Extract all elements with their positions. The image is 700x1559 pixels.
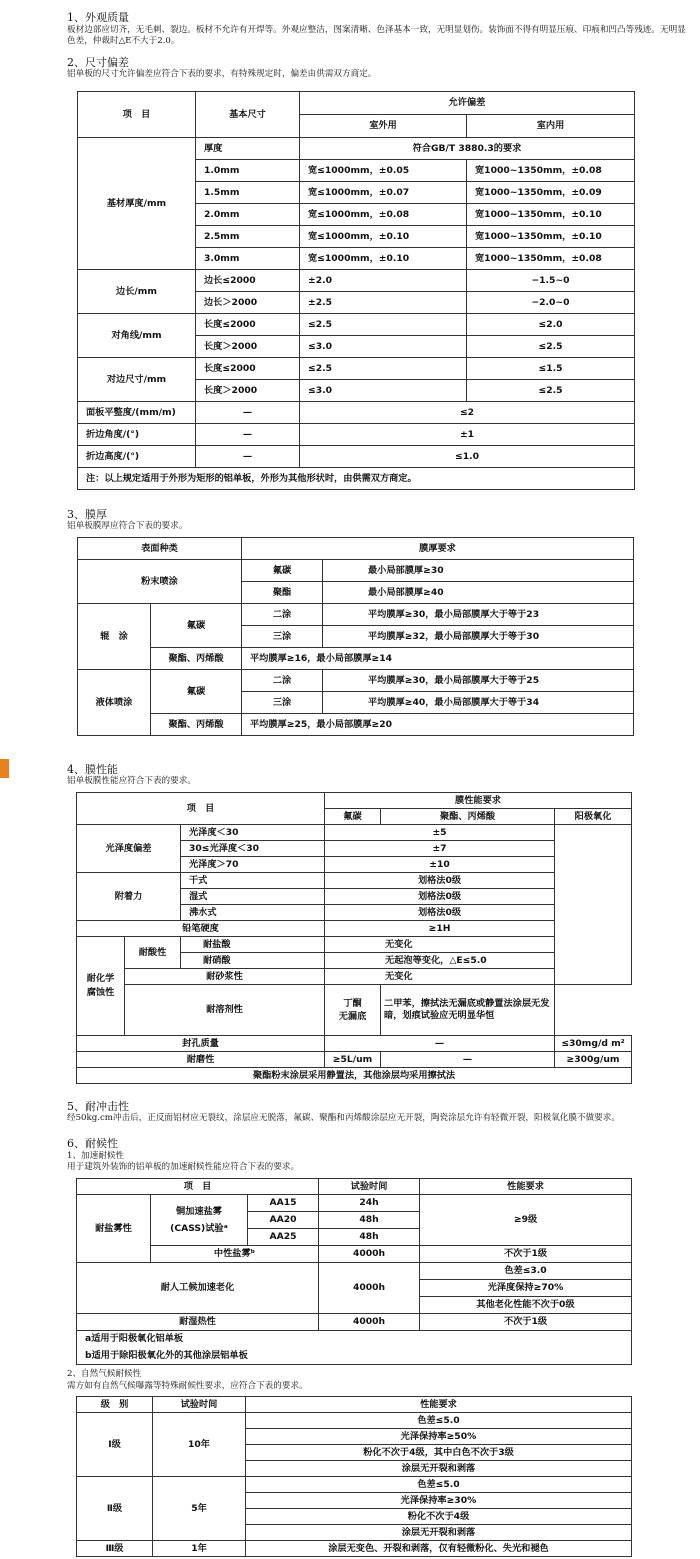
cell: 湿式 — [181, 889, 325, 905]
row-label-level-2: Ⅱ级 — [77, 1477, 153, 1541]
table-note: 聚酯粉末涂层采用静置法，其他涂层均采用擦拭法 — [77, 1068, 632, 1084]
section-6-title: 6、耐候性 — [67, 1137, 118, 1150]
cell: 1.0mm — [196, 160, 300, 182]
cell: 3.0mm — [196, 248, 300, 270]
th-perf-req: 性能要求 — [246, 1397, 632, 1413]
th-polyester-acrylic: 聚酯、丙烯酸 — [381, 809, 555, 825]
cell: AA25 — [248, 1229, 319, 1246]
cell: 2.5mm — [196, 226, 300, 248]
cell: 5年 — [153, 1477, 246, 1541]
section-1-title: 1、外观质量 — [67, 11, 129, 24]
row-label-solvent: 耐溶剂性 — [125, 985, 325, 1036]
th-test-time: 试验时间 — [319, 1179, 420, 1195]
cell: 平均膜厚≥30，最小局部膜厚大于等于23 — [323, 604, 634, 626]
cell: ≥300g/um — [555, 1052, 632, 1068]
cell: 光泽度保持≥70% — [420, 1280, 632, 1297]
cell: 宽≤1000mm，±0.07 — [300, 182, 467, 204]
cell: 4000h — [319, 1314, 420, 1331]
section-6-text2: 需方如有自然气候曝露等特殊耐候性要求，应符合下表的要求。 — [67, 1381, 308, 1391]
cell: 4000h — [319, 1263, 420, 1314]
cell: — — [381, 1052, 555, 1068]
section-6-sub2: 2、自然气候耐候性 — [67, 1369, 142, 1379]
cell: 光泽保持率≥30% — [246, 1493, 632, 1509]
cell: 其他老化性能不次于0级 — [420, 1297, 632, 1314]
cell: 光泽保持率≥50% — [246, 1429, 632, 1445]
th-film-req: 膜厚要求 — [242, 538, 634, 560]
section-4-title: 4、膜性能 — [67, 763, 118, 776]
th-anodized: 阳极氧化 — [555, 809, 632, 825]
cell: 平均膜厚≥32，最小局部膜厚大于等于30 — [323, 626, 634, 648]
cell: ≥5L/um — [325, 1052, 381, 1068]
cell: 最小局部膜厚≥40 — [323, 582, 634, 604]
cell: 氟碳 — [151, 604, 242, 648]
row-label-seal: 封孔质量 — [77, 1036, 325, 1052]
cell: 24h — [319, 1195, 420, 1212]
cell: 无变化 — [325, 969, 555, 985]
cell: 宽1000~1350mm，±0.09 — [467, 182, 635, 204]
cell: 无变化 — [325, 937, 555, 953]
th-item: 项 目 — [77, 1179, 319, 1195]
cell: 边长＞2000 — [196, 292, 300, 314]
row-label-gloss: 光泽度偏差 — [77, 825, 181, 873]
cell: 长度＞2000 — [196, 380, 300, 402]
cell: 厚度 — [196, 138, 300, 160]
row-label-side-length: 边长/mm — [78, 270, 196, 314]
cell: AA20 — [248, 1212, 319, 1229]
cell: 二甲苯，擦拭法无漏底或静置法涂层无发暗，划痕试验应无明显华恒 — [381, 985, 555, 1036]
cell: 长度＞2000 — [196, 336, 300, 358]
cell: 二涂 — [242, 670, 323, 692]
cell: 最小局部膜厚≥30 — [323, 560, 634, 582]
cell: 不次于1级 — [420, 1314, 632, 1331]
cell: 10年 — [153, 1413, 246, 1477]
cell: 聚酯、丙烯酸 — [151, 648, 242, 670]
cell: 宽1000~1350mm，±0.10 — [467, 226, 635, 248]
cell: AA15 — [248, 1195, 319, 1212]
cell: 二涂 — [242, 604, 323, 626]
row-label-flatness: 面板平整度/(mm/m) — [78, 402, 196, 424]
row-label-wear: 耐磨性 — [77, 1052, 325, 1068]
row-label-neutral-salt: 中性盐雾ᵇ — [151, 1246, 319, 1263]
section-6-text1: 用于建筑外装饰的铝单板的加速耐候性能应符合下表的要求。 — [67, 1162, 300, 1172]
row-label-level-3: Ⅲ级 — [77, 1541, 153, 1557]
cell: — — [325, 1036, 555, 1052]
cell: 氟碳 — [242, 560, 323, 582]
th-fluoro: 氟碳 — [325, 809, 381, 825]
cell: ≤3.0 — [300, 380, 467, 402]
film-thickness-table — [77, 537, 634, 736]
row-label-salt-spray: 耐盐雾性 — [77, 1195, 151, 1263]
th-item: 项 目 — [78, 92, 196, 138]
cell: 丁酮 无漏底 — [325, 985, 381, 1036]
cell: 光泽度＜30 — [181, 825, 325, 841]
cell: 聚酯、丙烯酸 — [151, 714, 242, 736]
section-1-text: 板材边部应切齐，无毛刺、裂边。板材不允许有开焊等。外观应整洁，图案清晰、色泽基本一致，无明显划伤。装饰面不得有明显压痕、印痕和凹凸等残迹。无明显色差，仲裁时△E不大于2.0。 — [67, 25, 686, 46]
cell: 粉化不次于4级 — [246, 1509, 632, 1525]
row-label-adhesion: 附着力 — [77, 873, 181, 921]
row-label-fold-height: 折边高度/(°) — [78, 446, 196, 468]
th-base-size: 基本尺寸 — [196, 92, 300, 138]
cell: 氟碳 — [151, 670, 242, 714]
cell: ≤2 — [300, 402, 635, 424]
cell: 划格法0级 — [325, 889, 555, 905]
row-label-opposite-side: 对边尺寸/mm — [78, 358, 196, 402]
cell: 30≤光泽度＜30 — [181, 841, 325, 857]
cell: ≤3.0 — [300, 336, 467, 358]
row-label-liquid: 液体喷涂 — [78, 670, 151, 736]
film-performance-table — [76, 792, 632, 1084]
cell: ±5 — [325, 825, 555, 841]
cell: 长度≤2000 — [196, 358, 300, 380]
cell: ≥9级 — [420, 1195, 632, 1246]
row-label-mortar: 耐砂浆性 — [125, 969, 325, 985]
row-label-cass: 铜加速盐雾 (CASS)试验ᵃ — [151, 1195, 248, 1246]
cell: 涂层无变色、开裂和剥落，仅有轻微粉化、失光和褪色 — [246, 1541, 632, 1557]
row-label-fold-angle: 折边角度/(°) — [78, 424, 196, 446]
cell: 划格法0级 — [325, 873, 555, 889]
cell: 色差≤5.0 — [246, 1413, 632, 1429]
cell: 涂层无开裂和剥落 — [246, 1525, 632, 1541]
cell: ≤2.5 — [300, 314, 467, 336]
cell: 三涂 — [242, 692, 323, 714]
cell: 平均膜厚≥40，最小局部膜厚大于等于34 — [323, 692, 634, 714]
cell: ≤2.5 — [300, 358, 467, 380]
th-indoor: 室内用 — [467, 115, 635, 138]
cell: 1.5mm — [196, 182, 300, 204]
cell: 宽≤1000mm，±0.05 — [300, 160, 467, 182]
cell: 宽1000~1350mm，±0.08 — [467, 160, 635, 182]
section-3-title: 3、膜厚 — [67, 508, 107, 521]
row-label-level-1: Ⅰ级 — [77, 1413, 153, 1477]
th-outdoor: 室外用 — [300, 115, 467, 138]
cell: 宽≤1000mm，±0.10 — [300, 248, 467, 270]
section-4-text: 铝单板膜性能应符合下表的要求。 — [67, 776, 196, 786]
cell: 48h — [319, 1229, 420, 1246]
cell: ≤1.0 — [300, 446, 635, 468]
natural-weathering-table — [76, 1396, 632, 1557]
cell: ±1 — [300, 424, 635, 446]
cell: ≤2.0 — [467, 314, 635, 336]
row-label-pencil: 铅笔硬度 — [77, 921, 325, 937]
cell: 色差≤3.0 — [420, 1263, 632, 1280]
accent-marker — [0, 759, 9, 778]
cell: 宽1000~1350mm，±0.10 — [467, 204, 635, 226]
row-label-thickness: 基材厚度/mm — [78, 138, 196, 270]
cell: ±10 — [325, 857, 555, 873]
cell: 4000h — [319, 1246, 420, 1263]
cell: 不次于1级 — [420, 1246, 632, 1263]
cell: 符合GB/T 3880.3的要求 — [300, 138, 635, 160]
cell: 平均膜厚≥25，最小局部膜厚≥20 — [242, 714, 634, 736]
cell: 平均膜厚≥16，最小局部膜厚≥14 — [242, 648, 634, 670]
cell: ±2.0 — [300, 270, 467, 292]
row-label-roll: 辊 涂 — [78, 604, 151, 670]
cell: 粉化不次于4级，其中白色不次于3级 — [246, 1445, 632, 1461]
cell: 1年 — [153, 1541, 246, 1557]
cell: 耐盐酸 — [181, 937, 325, 953]
cell: — — [196, 402, 300, 424]
cell: ≤1.5 — [467, 358, 635, 380]
cell: 48h — [319, 1212, 420, 1229]
row-label-chemical: 耐化学 腐蚀性 — [77, 937, 125, 1036]
cell: 无起泡等变化，△E≤5.0 — [325, 953, 555, 969]
row-label-acid: 耐酸性 — [125, 937, 181, 969]
cell: 宽≤1000mm，±0.08 — [300, 204, 467, 226]
table-note: 注：以上规定适用于外形为矩形的铝单板，外形为其他形状时，由供需双方商定。 — [78, 468, 635, 490]
row-label-powder: 粉末喷涂 — [78, 560, 242, 604]
cell: ≤30mg/d m² — [555, 1036, 632, 1052]
section-5-title: 5、耐冲击性 — [67, 1100, 129, 1113]
th-item: 项 目 — [77, 793, 325, 825]
accelerated-weathering-table — [76, 1178, 632, 1365]
cell: 涂层无开裂和剥落 — [246, 1461, 632, 1477]
th-surface-type: 表面种类 — [78, 538, 242, 560]
th-allowance: 允许偏差 — [300, 92, 635, 115]
cell: 宽1000~1350mm，±0.08 — [467, 248, 635, 270]
cell: 划格法0级 — [325, 905, 555, 921]
cell: — — [196, 446, 300, 468]
th-test-time: 试验时间 — [153, 1397, 246, 1413]
cell: 平均膜厚≥30，最小局部膜厚大于等于25 — [323, 670, 634, 692]
anodized-blank — [555, 825, 632, 985]
cell: 边长≤2000 — [196, 270, 300, 292]
cell: ≥1H — [325, 921, 555, 937]
th-level: 级 别 — [77, 1397, 153, 1413]
row-label-artificial-aging: 耐人工候加速老化 — [77, 1263, 319, 1314]
cell: −1.5~0 — [467, 270, 635, 292]
cell: ±2.5 — [300, 292, 467, 314]
cell: −2.0~0 — [467, 292, 635, 314]
cell: ±7 — [325, 841, 555, 857]
cell: 宽≤1000mm，±0.10 — [300, 226, 467, 248]
cell: 耐硝酸 — [181, 953, 325, 969]
cell: 聚酯 — [242, 582, 323, 604]
row-label-humid-heat: 耐湿热性 — [77, 1314, 319, 1331]
cell: 色差≤5.0 — [246, 1477, 632, 1493]
cell: 长度≤2000 — [196, 314, 300, 336]
note-a: a适用于阳极氧化铝单板 — [77, 1331, 632, 1348]
cell: 三涂 — [242, 626, 323, 648]
row-label-diagonal: 对角线/mm — [78, 314, 196, 358]
th-perf-req: 性能要求 — [420, 1179, 632, 1195]
section-2-title: 2、尺寸偏差 — [67, 56, 129, 69]
note-b: b适用于除阳极氧化外的其他涂层铝单板 — [77, 1348, 632, 1365]
cell: 2.0mm — [196, 204, 300, 226]
cell: 光泽度＞70 — [181, 857, 325, 873]
cell: ≤2.5 — [467, 336, 635, 358]
cell: — — [196, 424, 300, 446]
th-film-perf: 膜性能要求 — [325, 793, 632, 809]
section-6-sub1: 1、加速耐候性 — [67, 1151, 125, 1161]
section-2-text: 铝单板的尺寸允许偏差应符合下表的要求，有特殊规定时，偏差由供需双方商定。 — [67, 69, 377, 79]
cell: ≤2.5 — [467, 380, 635, 402]
section-3-text: 铝单板膜厚应符合下表的要求。 — [67, 521, 188, 531]
section-5-text: 经50kg.cm冲击后，正反面铝材应无裂纹，涂层应无脱落，氟碳、聚酯和丙烯酸涂层应无开裂，陶瓷涂层允许有轻微开裂，阳极氧化膜不做要求。 — [67, 1113, 620, 1123]
cell: 沸水式 — [181, 905, 325, 921]
cell: 干式 — [181, 873, 325, 889]
dimension-tolerance-table — [77, 91, 635, 490]
